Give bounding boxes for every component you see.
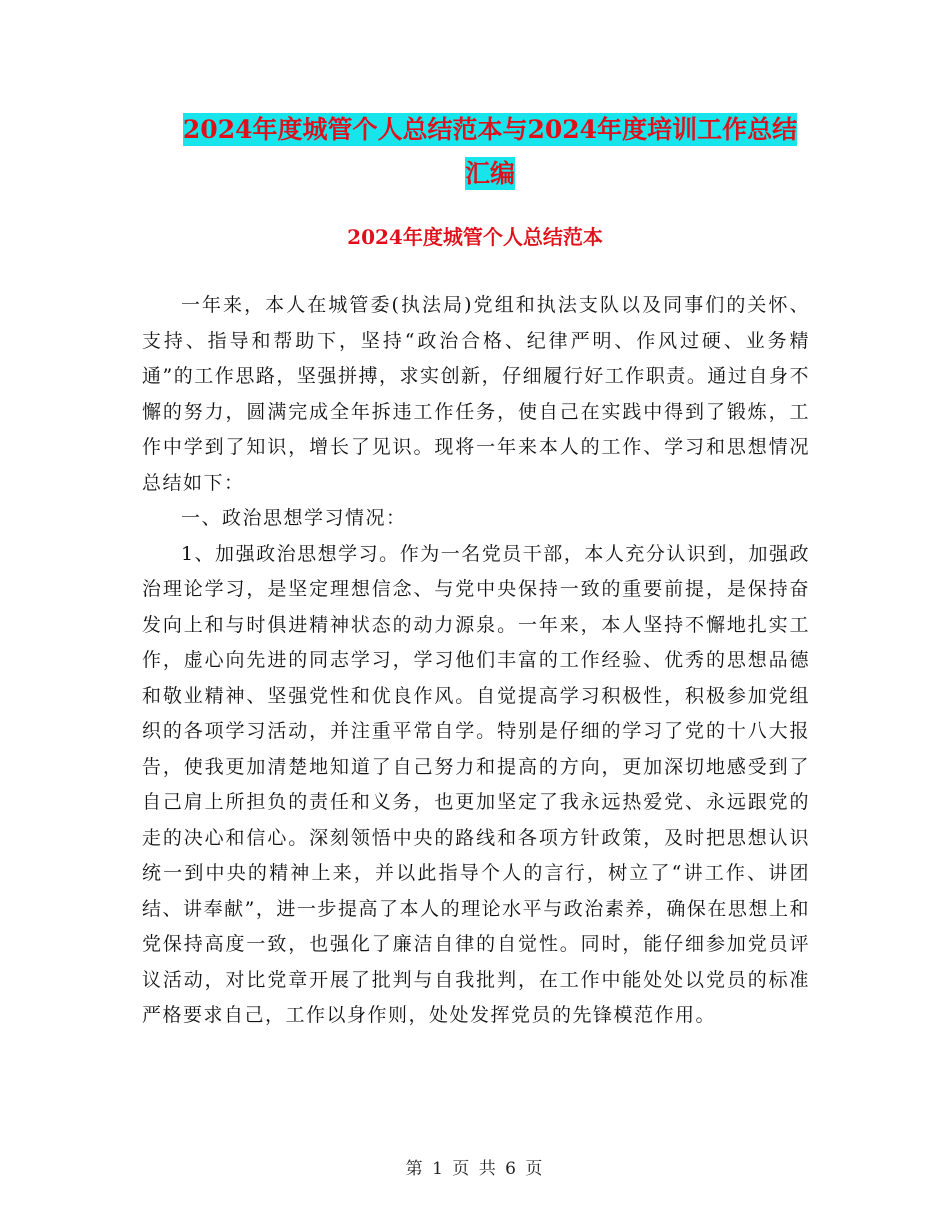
document-title-line1: 2024年度城管个人总结范本与2024年度培训工作总结 — [182, 115, 798, 144]
page-footer: 第 1 页 共 6 页 — [405, 1159, 545, 1179]
document-title-line2: 汇编 — [464, 159, 515, 188]
paragraph-heading-political: 一、政治思想学习情况： — [180, 507, 407, 529]
document-body — [142, 288, 810, 1034]
paragraph-political-study: 1、加强政治思想学习。作为一名党员干部，本人充分认识到，加强政治理论学习，是坚定理想信念、与党中央保持一致的重要前提，是保持奋发向上和与时俱进精神状态的动力源泉。一年来，本人坚持不懈地扎实工作，虚心向先进的同志学习，学习他们丰富的工作经验、优秀的思想品德和敬业精神、坚强党性和优良作风。自觉提高学习积极性，积极参加党组织的各项学习活动，并注重平常自学。特别是仔细的学习了党的十八大报告，使我更加清楚地知道了自己努力和提高的方向，更加深切地感受到了自己肩上所担负的责任和义务，也更加坚定了我永远热爱党、永远跟党的走的决心和信心。深刻领悟中央的路线和各项方针政策，及时把思想认识统一到中央的精神上来，并以此指导个人的言行，树立了“讲工作、讲团结、讲奉献”，进一步提高了本人的理论水平与政治素养，确保在思想上和党保持高度一致，也强化了廉洁自律的自觉性。同时，能仔细参加党员评议活动，对比党章开展了批判与自我批判，在工作中能处处以党员的标准严格要求自己，工作以身作则，处处发挥党员的先锋模范作用。 — [142, 542, 810, 1026]
paragraph-intro: 一年来，本人在城管委(执法局)党组和执法支队以及同事们的关怀、支持、指导和帮助下，坚持“政治合格、纪律严明、作风过硬、业务精通”的工作思路，坚强拼搏，求实创新，仔细履行好工作职责。通过自身不懈的努力，圆满完成全年拆违工作任务，使自己在实践中得到了锻炼，工作中学到了知识，增长了见识。现将一年来本人的工作、学习和思想情况总结如下： — [142, 294, 810, 494]
section-title: 2024年度城管个人总结范本 — [347, 225, 603, 249]
document-title — [150, 108, 830, 196]
